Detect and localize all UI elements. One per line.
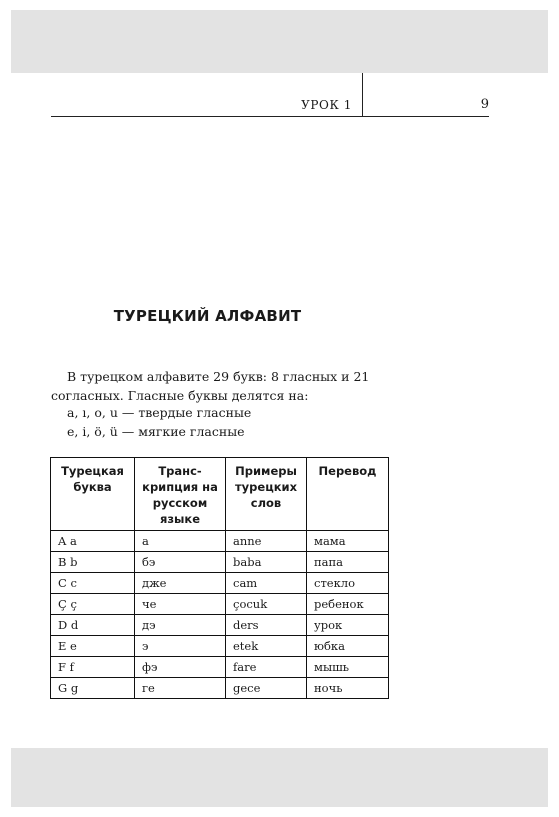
table-row: [51, 636, 389, 657]
cell-transcription: че: [135, 594, 226, 615]
cell-translation: юбка: [307, 636, 389, 657]
cell-example: etek: [226, 636, 307, 657]
cell-example: anne: [226, 531, 307, 552]
bottom-margin-band: [11, 748, 548, 807]
soft-vowels-line: e, i, ö, ü — мягкие гласные: [67, 424, 245, 439]
intro-paragraph: В турецком алфавите 29 букв: 8 гласных и 21 согласных. Гласные буквы делятся на:: [51, 369, 370, 403]
table-header-row: [51, 458, 389, 531]
cell-transcription: э: [135, 636, 226, 657]
table-row: [51, 657, 389, 678]
table-row: [51, 552, 389, 573]
cell-translation: ребенок: [307, 594, 389, 615]
cell-translation: стекло: [307, 573, 389, 594]
page-number: 9: [480, 97, 489, 112]
table-row: [51, 678, 389, 699]
cell-example: baba: [226, 552, 307, 573]
top-margin-band: [11, 10, 548, 73]
table-row: [51, 594, 389, 615]
alphabet-table: [50, 457, 389, 699]
hard-vowels-line: a, ı, o, u — твердые гласные: [67, 405, 252, 420]
cell-letter: F f: [51, 657, 135, 678]
cell-transcription: а: [135, 531, 226, 552]
running-header-lesson: УРОК 1: [301, 98, 352, 112]
cell-letter: C c: [51, 573, 135, 594]
section-title: ТУРЕЦКИЙ АЛФАВИТ: [113, 307, 302, 325]
cell-transcription: дже: [135, 573, 226, 594]
cell-translation: мышь: [307, 657, 389, 678]
cell-example: ders: [226, 615, 307, 636]
cell-transcription: бэ: [135, 552, 226, 573]
cell-letter: B b: [51, 552, 135, 573]
table-row: [51, 573, 389, 594]
cell-example: gece: [226, 678, 307, 699]
cell-example: çocuk: [226, 594, 307, 615]
cell-letter: G g: [51, 678, 135, 699]
header-vertical-rule: [362, 73, 363, 117]
cell-example: cam: [226, 573, 307, 594]
column-header-transcription: Транс-крипция на русском языке: [135, 458, 226, 531]
column-header-letter: Турецкая буква: [51, 458, 135, 531]
cell-transcription: дэ: [135, 615, 226, 636]
cell-letter: A a: [51, 531, 135, 552]
cell-letter: Ç ç: [51, 594, 135, 615]
column-header-examples: Примеры турецких слов: [226, 458, 307, 531]
table-row: [51, 531, 389, 552]
cell-translation: ночь: [307, 678, 389, 699]
header-rule: [51, 116, 489, 117]
cell-translation: мама: [307, 531, 389, 552]
cell-transcription: гe: [135, 678, 226, 699]
cell-example: fare: [226, 657, 307, 678]
table-row: [51, 615, 389, 636]
cell-translation: урок: [307, 615, 389, 636]
cell-transcription: фэ: [135, 657, 226, 678]
cell-letter: E e: [51, 636, 135, 657]
column-header-translation: Перевод: [307, 458, 389, 531]
cell-translation: папа: [307, 552, 389, 573]
cell-letter: D d: [51, 615, 135, 636]
